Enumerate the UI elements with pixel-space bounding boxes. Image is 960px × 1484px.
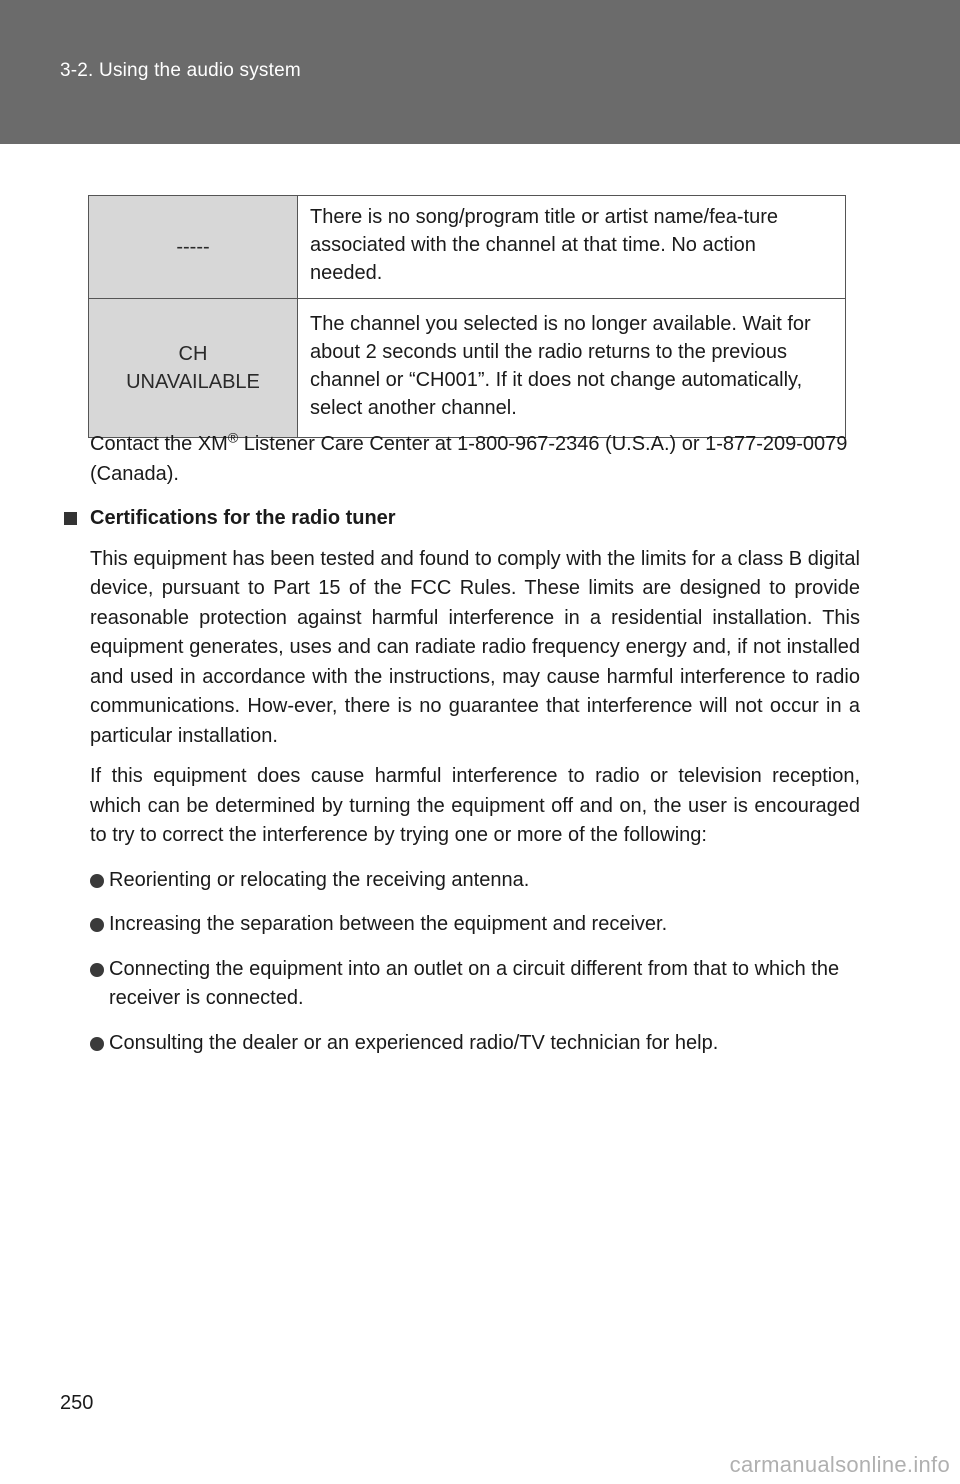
- message-code: [89, 299, 298, 438]
- list-item: [90, 955, 860, 1014]
- watermark: carmanualsonline.info: [729, 1452, 950, 1477]
- contact-paragraph: [90, 430, 860, 489]
- message-description: There is no song/program title or artist name/fea-ture associated with the channel at that time. No action needed.: [298, 196, 846, 299]
- list-item: [90, 1029, 860, 1059]
- list-item-text: Connecting the equipment into an outlet on a circuit different from that to which the receiver is connected.: [109, 957, 840, 1009]
- certifications-heading-text: Certifications for the radio tuner: [90, 507, 396, 529]
- list-item-text: Consulting the dealer or an experienced radio/TV technician for help.: [109, 1031, 719, 1054]
- message-code: -----: [89, 196, 298, 299]
- bullet-dot-icon: [90, 1037, 104, 1051]
- remedy-list: [90, 866, 860, 1059]
- certifications-heading: [90, 504, 860, 534]
- list-item-text: Reorienting or relocating the receiving antenna.: [109, 868, 530, 891]
- page-number: 250: [60, 1392, 94, 1414]
- message-code-line-2: UNAVAILABLE: [126, 371, 260, 393]
- message-table: [88, 195, 846, 438]
- contact-text-end: Listener Care Center at 1-800-967-2346 (U.S.A.) or 1-877-209-0079 (Canada).: [90, 433, 848, 485]
- message-description: The channel you selected is no longer available. Wait for about 2 seconds until the radio returns to the previous channel or “CH001”. If it does not change automatically, select another channel.: [298, 299, 846, 438]
- table-row: [89, 299, 846, 438]
- square-bullet-icon: [64, 512, 77, 525]
- contact-text-start: Contact the XM: [90, 433, 228, 455]
- fcc-compliance-paragraph: This equipment has been tested and found to comply with the limits for a class B digital device, pursuant to Part 15 of the FCC Rules. These limits are designed to provide reasonable protection against harmful interference in a residential installation. This equipment generates, uses and can radiate radio frequency energy and, if not installed and used in accordance with the instructions, may cause harmful interference to radio communications. How-ever, there is no guarantee that interference will not occur in a particular installation.: [90, 547, 860, 747]
- list-item: [90, 866, 860, 896]
- section-title: 3-2. Using the audio system: [60, 60, 301, 81]
- page-header: [0, 0, 960, 144]
- main-content: [90, 430, 860, 1058]
- bullet-dot-icon: [90, 874, 104, 888]
- list-item: [90, 910, 860, 940]
- bullet-dot-icon: [90, 963, 104, 977]
- bullet-dot-icon: [90, 918, 104, 932]
- interference-paragraph: If this equipment does cause harmful interference to radio or television reception, which can be determined by turning the equipment off and on, the user is encouraged to try to correct the interference by trying one or more of the following:: [90, 765, 860, 846]
- message-code-line-1: CH: [178, 343, 208, 365]
- list-item-text: Increasing the separation between the equipment and receiver.: [109, 913, 668, 935]
- registered-mark: ®: [227, 429, 239, 446]
- table-row: [89, 196, 846, 299]
